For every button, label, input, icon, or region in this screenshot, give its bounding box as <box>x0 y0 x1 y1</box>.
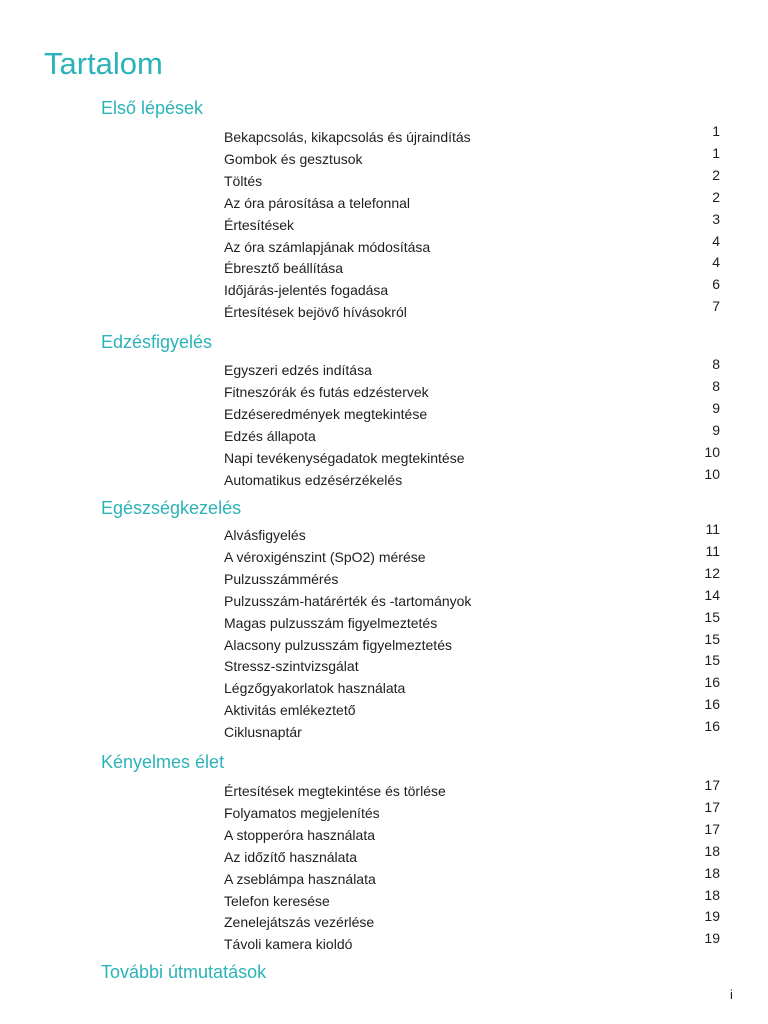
toc-entry[interactable] <box>224 255 720 275</box>
toc-entry-label: Értesítések bejövő hívásokról <box>224 304 407 320</box>
toc-entry-label: Értesítések megtekintése és törlése <box>224 783 446 799</box>
toc-entry[interactable] <box>224 822 720 842</box>
toc-entry[interactable] <box>224 632 720 652</box>
toc-entry-page: 15 <box>704 609 720 625</box>
toc-entry-label: Zenelejátszás vezérlése <box>224 914 375 930</box>
toc-entry-label: Légzőgyakorlatok használata <box>224 680 406 696</box>
toc-entry-page: 7 <box>712 298 720 314</box>
toc-entry[interactable] <box>224 800 720 820</box>
toc-entry-label: Gombok és gesztusok <box>224 151 363 167</box>
toc-entry-label: Ébresztő beállítása <box>224 260 344 276</box>
section-heading[interactable]: Első lépések <box>101 98 204 118</box>
toc-entry-page: 3 <box>712 211 720 227</box>
toc-entry-label: Magas pulzusszám figyelmeztetés <box>224 615 438 631</box>
toc-entry-label: Folyamatos megjelenítés <box>224 805 380 821</box>
toc-entry-page: 15 <box>704 652 720 668</box>
toc-entry[interactable] <box>224 610 720 630</box>
toc-entry-label: Alacsony pulzusszám figyelmeztetés <box>224 637 452 653</box>
toc-entry-page: 9 <box>712 422 720 438</box>
toc-entry-label: A véroxigénszint (SpO2) mérése <box>224 549 426 565</box>
toc-entry-page: 11 <box>705 543 720 559</box>
toc-entry-label: Edzéseredmények megtekintése <box>224 406 428 422</box>
toc-entry[interactable] <box>224 675 720 695</box>
toc-entry[interactable] <box>224 401 720 421</box>
toc-entry[interactable] <box>224 277 720 297</box>
toc-entry-label: Az óra párosítása a telefonnal <box>224 195 411 211</box>
toc-entry-page: 18 <box>704 865 720 881</box>
section-heading[interactable]: Egészségkezelés <box>101 498 242 518</box>
toc-entry-page: 19 <box>704 930 720 946</box>
toc-entry-label: Automatikus edzésérzékelés <box>224 472 403 488</box>
section-heading[interactable]: További útmutatások <box>101 962 267 982</box>
toc-entry-page: 8 <box>712 356 720 372</box>
toc-entry[interactable] <box>224 299 720 319</box>
toc-entry-label: Időjárás-jelentés fogadása <box>224 282 389 298</box>
toc-entry[interactable] <box>224 168 720 188</box>
toc-entry[interactable] <box>224 566 720 586</box>
toc-entry-page: 15 <box>704 631 720 647</box>
toc-entry-label: Napi tevékenységadatok megtekintése <box>224 450 465 466</box>
toc-entry-label: A stopperóra használata <box>224 827 375 843</box>
toc-entry-label: Aktivitás emlékeztető <box>224 702 356 718</box>
toc-entry[interactable] <box>224 212 720 232</box>
toc-entry-label: Töltés <box>224 173 263 189</box>
toc-entry[interactable] <box>224 588 720 608</box>
toc-entry[interactable] <box>224 719 720 739</box>
toc-entry-page: 18 <box>704 843 720 859</box>
toc-entry-page: 16 <box>704 696 720 712</box>
toc-entry-label: Egyszeri edzés indítása <box>224 362 372 378</box>
toc-entry[interactable] <box>224 778 720 798</box>
toc-entry[interactable] <box>224 844 720 864</box>
toc-entry[interactable] <box>224 888 720 908</box>
toc-entry-label: Pulzusszámmérés <box>224 571 339 587</box>
toc-entry-label: Ciklusnaptár <box>224 724 302 740</box>
toc-entry-page: 2 <box>712 189 720 205</box>
toc-entry-label: A zseblámpa használata <box>224 871 376 887</box>
toc-entry-page: 16 <box>704 674 720 690</box>
toc-entry-page: 2 <box>712 167 720 183</box>
toc-entry-label: Stressz-szintvizsgálat <box>224 658 359 674</box>
page-title: Tartalom <box>44 46 163 81</box>
toc-entry[interactable] <box>224 423 720 443</box>
toc-entry[interactable] <box>224 931 720 951</box>
toc-entry[interactable] <box>224 234 720 254</box>
toc-entry-label: Távoli kamera kioldó <box>224 936 353 952</box>
toc-entry[interactable] <box>224 146 720 166</box>
toc-entry-label: Pulzusszám-határérték és -tartományok <box>224 593 472 609</box>
toc-entry-label: Telefon keresése <box>224 893 330 909</box>
toc-entry[interactable] <box>224 445 720 465</box>
toc-entry[interactable] <box>224 544 720 564</box>
toc-entry-page: 17 <box>704 799 720 815</box>
toc-entry[interactable] <box>224 357 720 377</box>
toc-entry-label: Edzés állapota <box>224 428 316 444</box>
toc-entry-page: 19 <box>704 908 720 924</box>
toc-entry-page: 8 <box>712 378 720 394</box>
toc-entry[interactable] <box>224 697 720 717</box>
toc-entry-label: Az időzítő használata <box>224 849 358 865</box>
toc-entry-page: 4 <box>712 254 720 270</box>
toc-entry-page: 9 <box>712 400 720 416</box>
toc-entry-page: 17 <box>704 821 720 837</box>
toc-entry-page: 1 <box>712 123 720 139</box>
toc-entry-label: Alvásfigyelés <box>224 527 306 543</box>
toc-entry-page: 16 <box>704 718 720 734</box>
toc-entry-page: 10 <box>704 444 720 460</box>
toc-entry-label: Bekapcsolás, kikapcsolás és újraindítás <box>224 129 471 145</box>
toc-entry-page: 12 <box>704 565 720 581</box>
toc-entry-page: 1 <box>712 145 720 161</box>
toc-entry-page: 18 <box>704 887 720 903</box>
section-heading[interactable]: Kényelmes élet <box>101 752 225 772</box>
toc-entry[interactable] <box>224 379 720 399</box>
toc-entry[interactable] <box>224 522 720 542</box>
toc-entry-page: 10 <box>704 466 720 482</box>
section-heading[interactable]: Edzésfigyelés <box>101 332 213 352</box>
toc-entry[interactable] <box>224 909 720 929</box>
page-number: i <box>730 987 733 1002</box>
toc-entry[interactable] <box>224 653 720 673</box>
toc-entry-label: Az óra számlapjának módosítása <box>224 239 431 255</box>
toc-entry-page: 17 <box>704 777 720 793</box>
toc-entry-page: 6 <box>712 276 720 292</box>
toc-entry[interactable] <box>224 866 720 886</box>
toc-entry[interactable] <box>224 467 720 487</box>
toc-entry-label: Értesítések <box>224 217 295 233</box>
toc-entry-page: 14 <box>704 587 720 603</box>
toc-entry-label: Fitneszórák és futás edzéstervek <box>224 384 429 400</box>
toc-entry-page: 11 <box>705 521 720 537</box>
toc-entry[interactable] <box>224 124 720 144</box>
toc-entry-page: 4 <box>712 233 720 249</box>
toc-entry[interactable] <box>224 190 720 210</box>
